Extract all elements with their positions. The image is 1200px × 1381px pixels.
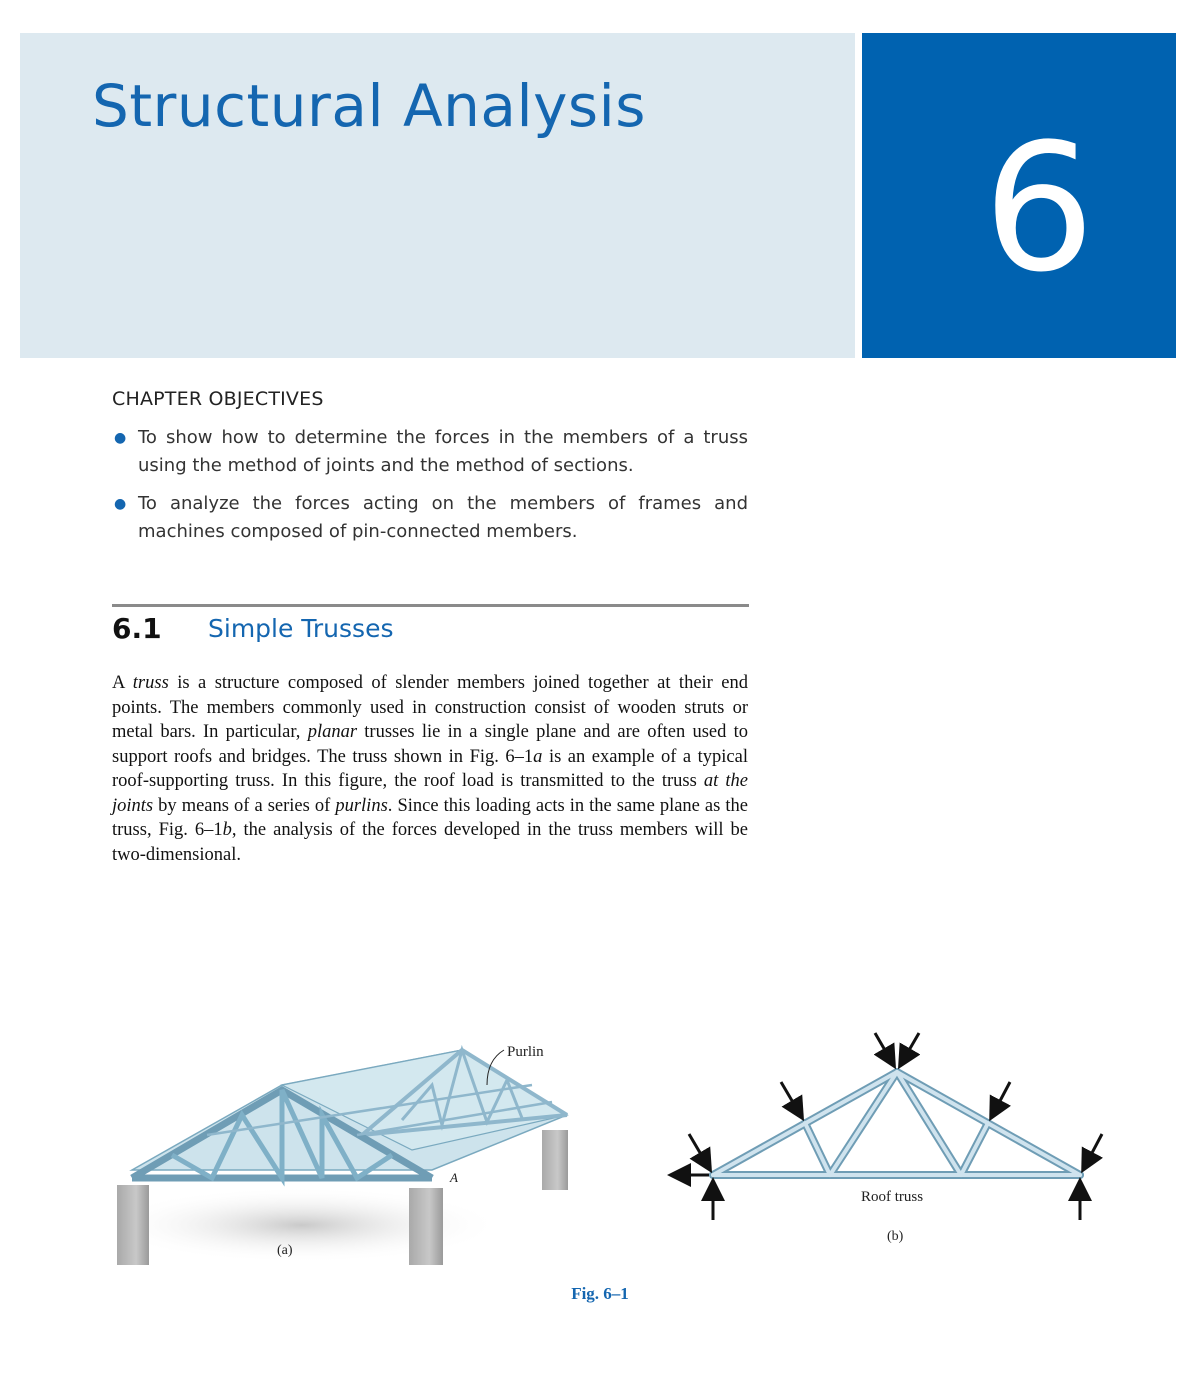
emphasis-term: b bbox=[222, 820, 232, 840]
chapter-number-box bbox=[862, 33, 1176, 358]
emphasis-term: at the joints bbox=[112, 771, 748, 816]
objective-text: To show how to determine the forces in the members of a truss using the method of joints and the method of sections. bbox=[138, 427, 748, 476]
load-arrow bbox=[901, 1033, 919, 1064]
objectives-list bbox=[112, 424, 748, 556]
load-arrow bbox=[875, 1033, 893, 1064]
load-arrow bbox=[1084, 1134, 1102, 1168]
figure-a-roof-truss-illustration bbox=[112, 1040, 582, 1265]
text-run: A bbox=[112, 673, 133, 693]
objectives-heading: CHAPTER OBJECTIVES bbox=[112, 388, 324, 410]
joint-label-a: A bbox=[450, 1170, 458, 1185]
text-run: is a structure composed of slender members joined together at their end points. The members commonly used in construction consist of wooden struts or metal bars. In particular, bbox=[112, 673, 748, 742]
load-arrow bbox=[992, 1082, 1010, 1116]
figure-b-truss-diagram bbox=[665, 1028, 1110, 1253]
figure-b-caption: (b) bbox=[887, 1229, 904, 1244]
roof-truss-label: Roof truss bbox=[861, 1189, 924, 1205]
figure-caption: Fig. 6–1 bbox=[571, 1284, 629, 1303]
objective-text: To analyze the forces acting on the members of frames and machines composed of pin-connected members. bbox=[138, 493, 748, 542]
ground-shadow bbox=[112, 1187, 502, 1263]
body-paragraph bbox=[112, 671, 748, 867]
truss-member-highlight bbox=[961, 1123, 988, 1175]
objective-item bbox=[112, 424, 748, 480]
section-title: Simple Trusses bbox=[208, 614, 394, 643]
emphasis-term: truss bbox=[132, 673, 169, 693]
text-run: is an example of a typical roof-supporting truss. In this figure, the roof load is transmitted to the truss bbox=[112, 746, 748, 791]
objective-item bbox=[112, 490, 748, 546]
text-run: . Since this loading acts in the same plane as the truss, Fig. 6–1 bbox=[112, 795, 748, 840]
text-run: trusses lie in a single plane and are often used to support roofs and bridges. The truss shown in Fig. 6–1 bbox=[112, 722, 749, 767]
emphasis-term: planar bbox=[307, 722, 358, 742]
chapter-number: 6 bbox=[983, 106, 1095, 311]
pier bbox=[409, 1188, 443, 1265]
chapter-title: Structural Analysis bbox=[92, 72, 646, 140]
bullet-icon: ● bbox=[114, 496, 127, 512]
load-arrow bbox=[689, 1134, 709, 1168]
purlin-label: Purlin bbox=[507, 1044, 544, 1060]
load-arrow bbox=[781, 1082, 801, 1116]
emphasis-term: a bbox=[533, 746, 543, 767]
text-run: , the analysis of the forces developed in the truss members will be two-dimensional. bbox=[112, 820, 748, 865]
emphasis-term: purlins bbox=[335, 795, 388, 816]
pier bbox=[542, 1130, 568, 1190]
figure-a-caption: (a) bbox=[277, 1243, 293, 1258]
section-divider bbox=[112, 604, 749, 607]
pier bbox=[117, 1185, 149, 1265]
bullet-icon: ● bbox=[114, 430, 127, 446]
text-run: by means of a series of bbox=[153, 795, 336, 816]
section-number: 6.1 bbox=[112, 612, 162, 645]
truss-member-highlight bbox=[805, 1123, 830, 1175]
